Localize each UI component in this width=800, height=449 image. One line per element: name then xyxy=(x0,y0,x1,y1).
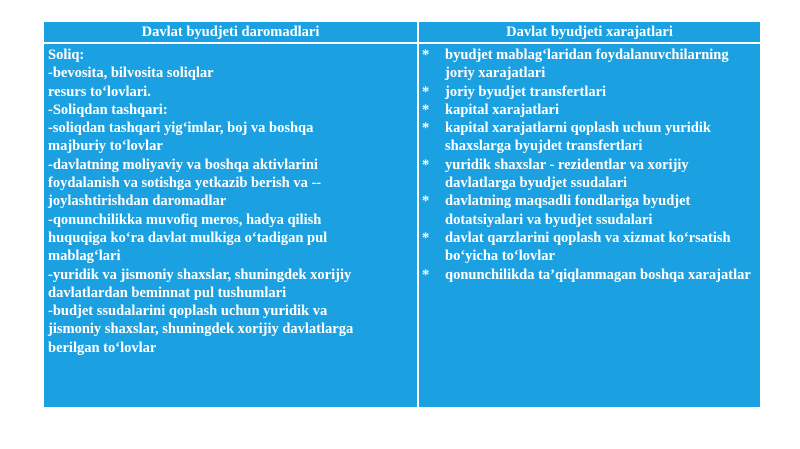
revenue-line: -Soliqdan tashqari: xyxy=(48,101,168,118)
asterisk-bullet-icon: * xyxy=(422,83,430,100)
expenditure-item xyxy=(420,83,758,101)
expenditure-item xyxy=(420,192,758,229)
header-expenditures: Davlat byudjeti xarajatlari xyxy=(506,24,673,40)
revenue-line: Soliq: xyxy=(48,47,85,63)
revenue-line: -budjet ssudalarini qoplash uchun yuridik va xyxy=(48,303,328,320)
revenue-line: -yuridik va jismoniy shaxslar, shuningdek xorijiy xyxy=(48,266,352,283)
asterisk-bullet-icon: * xyxy=(422,156,430,173)
expenditure-item xyxy=(420,101,758,119)
expenditure-item xyxy=(420,119,758,156)
expenditure-text: byudjet mablag‘laridan foydalanuvchilarning joriy xarajatlari xyxy=(445,47,729,82)
asterisk-bullet-icon: * xyxy=(422,229,430,246)
expenditure-text: davlat qarzlarini qoplash va xizmat ko‘rsatish bo‘yicha to‘lovlar xyxy=(445,229,731,265)
expenditure-text: kapital xarajatlarni qoplash uchun yuridik shaxslarga byujdet transfertlari xyxy=(445,120,711,155)
expenditure-item xyxy=(420,46,758,83)
expenditures-cell xyxy=(420,46,758,284)
revenue-line: jismoniy shaxslar, shuningdek xorijiy davlatlarga xyxy=(48,321,354,338)
expenditure-text: davlatning maqsadli fondlariga byudjet dotatsiyalari va byudjet ssudalari xyxy=(445,193,691,228)
expenditure-item xyxy=(420,229,758,266)
table-header-row xyxy=(44,22,760,44)
revenue-line: resurs to‘lovlari. xyxy=(48,83,151,100)
revenue-line: -davlatning moliyaviy va boshqa aktivlarini xyxy=(48,156,318,173)
revenues-cell xyxy=(48,46,414,357)
revenue-line: -bevosita, bilvosita soliqlar xyxy=(48,65,214,82)
revenue-line: -soliqdan tashqari yig‘imlar, boj va boshqa xyxy=(48,120,314,137)
expenditure-text: kapital xarajatlari xyxy=(445,101,559,118)
revenue-line: berilgan to‘lovlar xyxy=(48,339,157,356)
revenue-line: mablag‘lari xyxy=(48,248,121,265)
asterisk-bullet-icon: * xyxy=(422,193,430,210)
budget-table xyxy=(44,22,760,407)
revenue-line: foydalanish va sotishga yetkazib berish va -- xyxy=(48,175,322,192)
header-revenues: Davlat byudjeti daromadlari xyxy=(141,24,320,40)
asterisk-bullet-icon: * xyxy=(422,120,430,137)
revenue-line: majburiy to‘lovlar xyxy=(48,138,163,155)
revenue-line: joylashtirishdan daromadlar xyxy=(48,193,227,210)
expenditure-item xyxy=(420,156,758,193)
revenue-line: davlatlardan beminnat pul tushumlari xyxy=(48,284,287,301)
asterisk-bullet-icon: * xyxy=(422,266,430,283)
revenue-line: -qonunchilikka muvofiq meros, hadya qilish xyxy=(48,211,322,228)
revenue-line: huquqiga ko‘ra davlat mulkiga o‘tadigan pul xyxy=(48,229,328,246)
asterisk-bullet-icon: * xyxy=(422,47,430,63)
expenditure-text: qonunchilikda ta’qiqlanmagan boshqa xarajatlar xyxy=(445,266,751,283)
column-divider xyxy=(417,22,419,407)
expenditure-text: yuridik shaxslar - rezidentlar va xorijiy davlatlarga byudjet ssudalari xyxy=(445,156,689,192)
asterisk-bullet-icon: * xyxy=(422,101,430,118)
expenditure-text: joriy byudjet transfertlari xyxy=(445,83,607,100)
expenditure-item xyxy=(420,266,758,284)
